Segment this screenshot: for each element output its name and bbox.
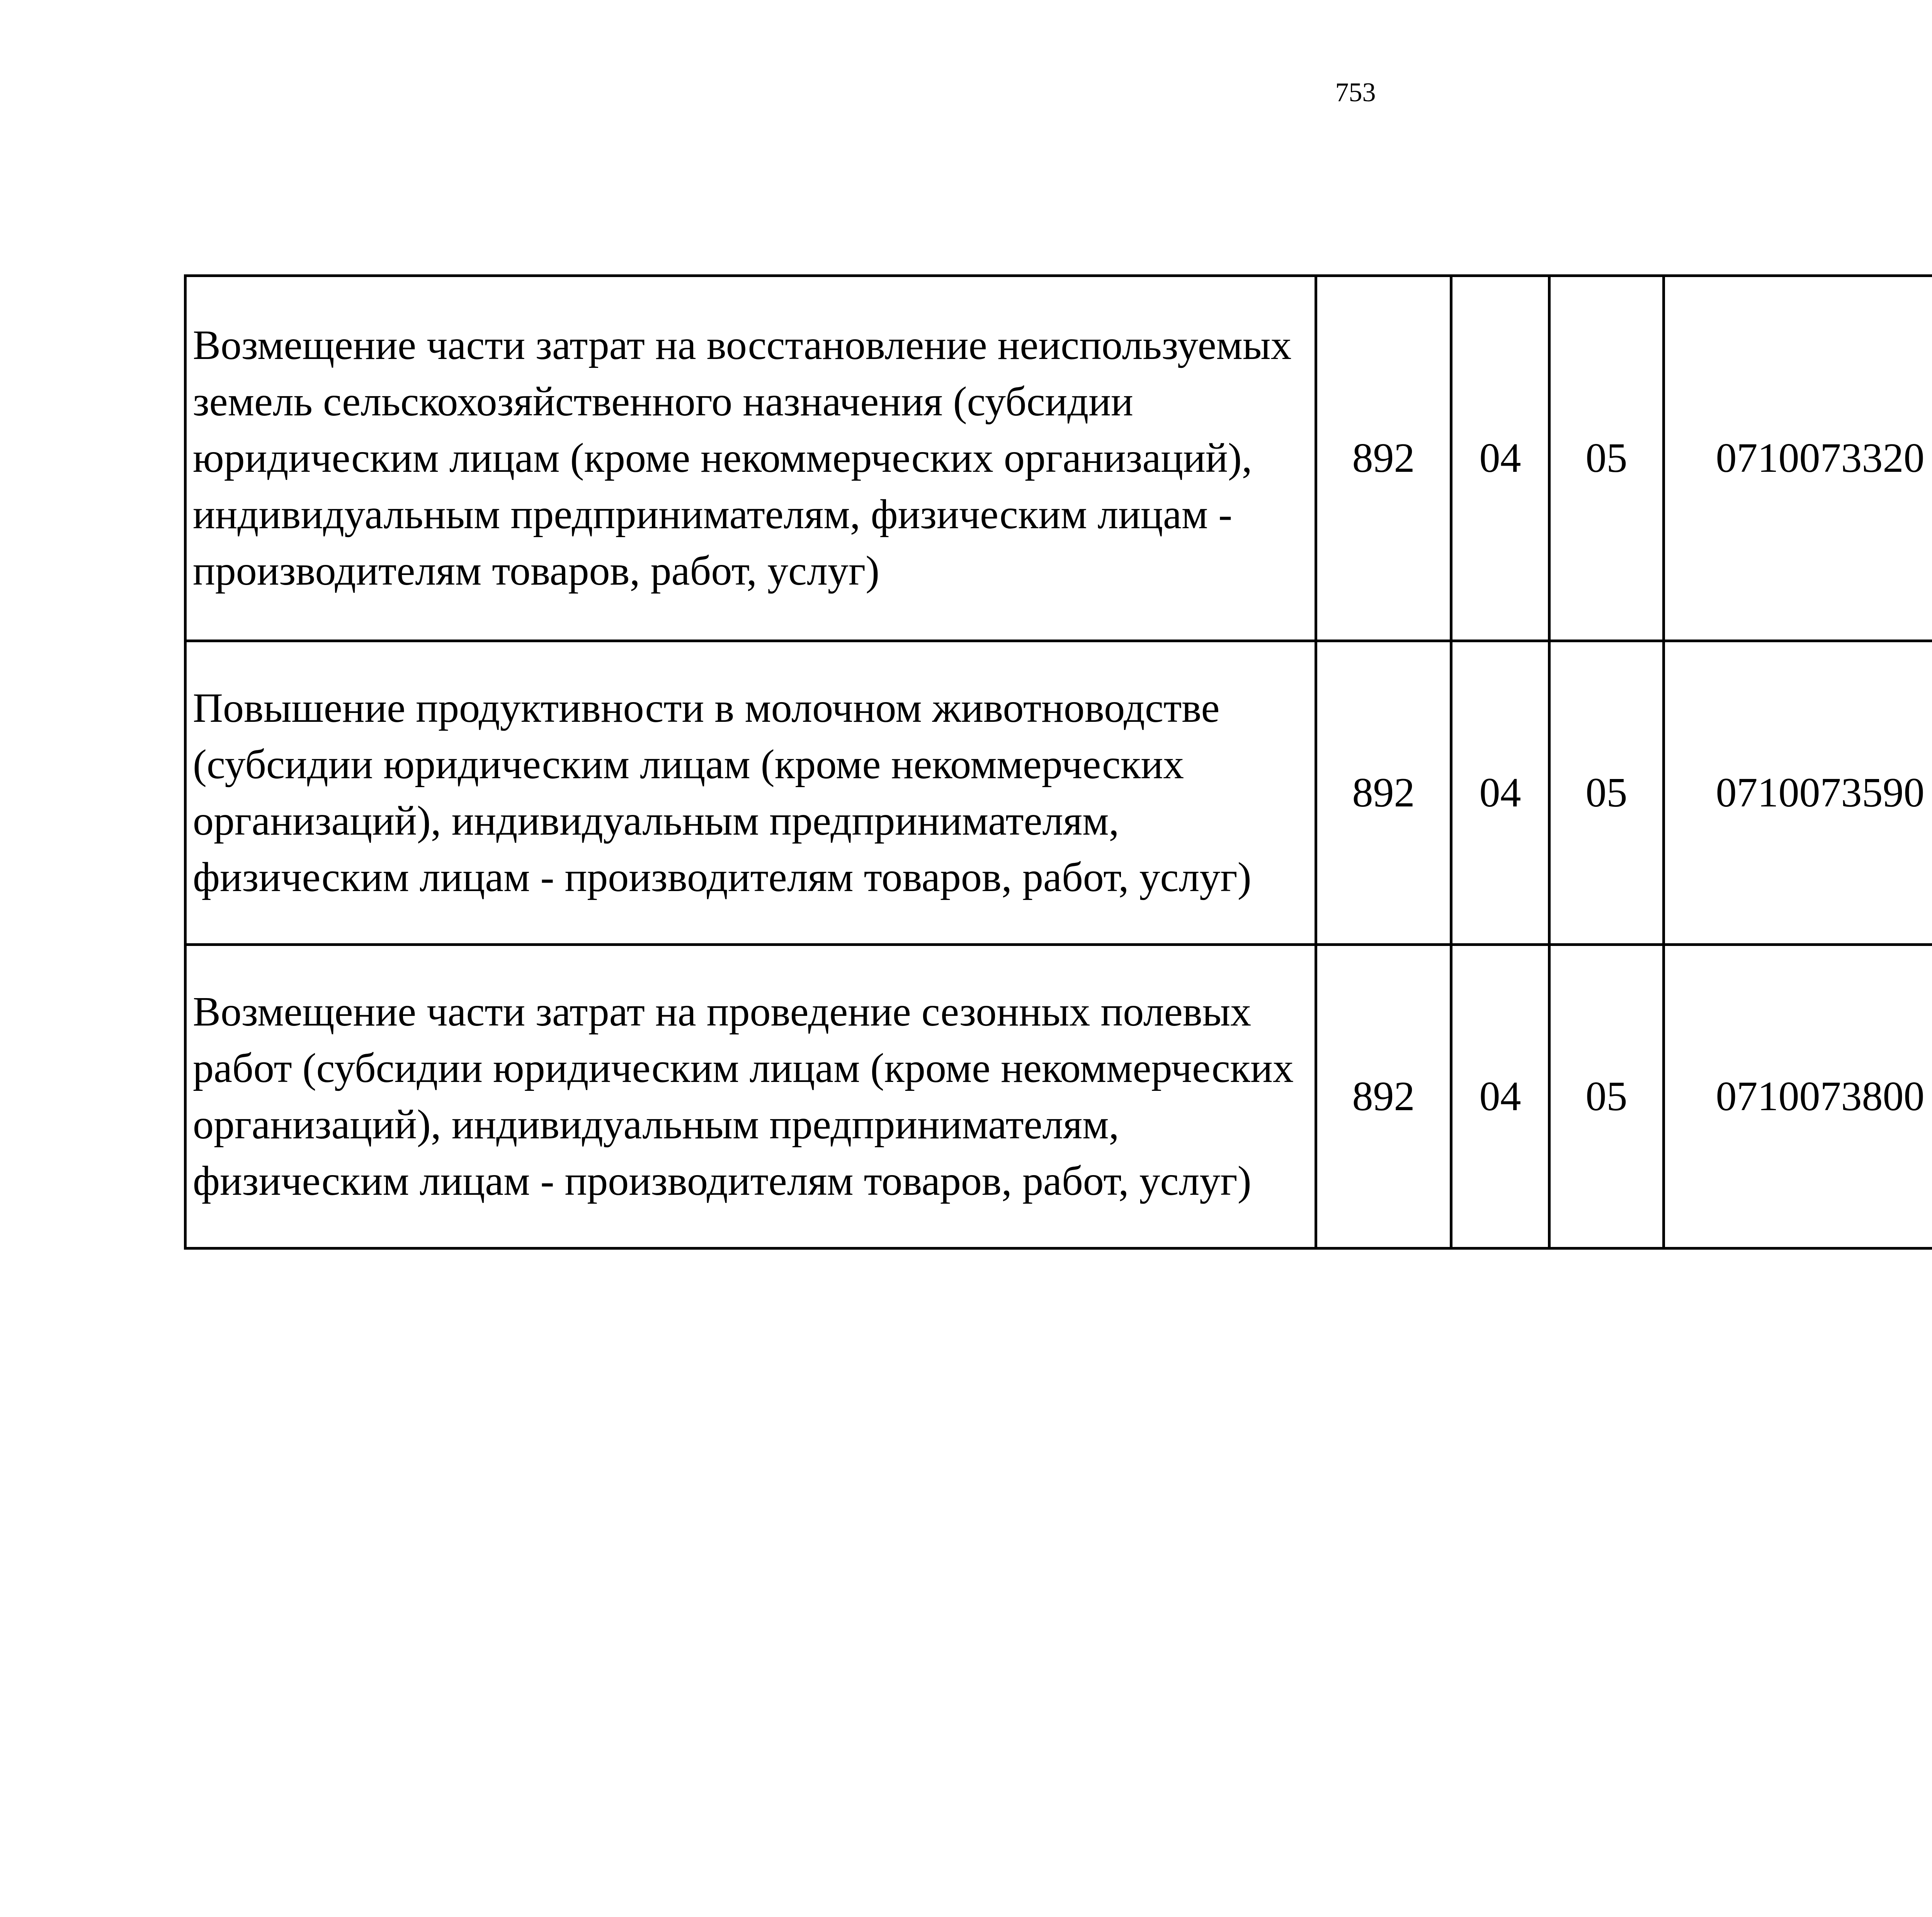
expense-description: Возмещение части затрат на восстановление неиспользуемых земель сельскохозяйственного назначения (субсидии юридическим лицам (кроме некоммерческих организаций), индивидуальным предпринимателям, физическим лицам - производителям товаров, работ, услуг) [185,276,1316,641]
table-row [185,641,1932,945]
subsection-code: 05 [1549,945,1664,1249]
table-row [185,276,1932,641]
section-code: 04 [1451,945,1549,1249]
section-code: 04 [1451,641,1549,945]
ministry-code: 892 [1316,945,1451,1249]
target-article-code: 0710073800 [1664,945,1932,1249]
subsection-code: 05 [1549,276,1664,641]
target-article-code: 0710073590 [1664,641,1932,945]
ministry-code: 892 [1316,641,1451,945]
ministry-code: 892 [1316,276,1451,641]
expense-description: Повышение продуктивности в молочном животноводстве (субсидии юридическим лицам (кроме некоммерческих организаций), индивидуальным предпринимателям, физическим лицам - производителям товаров, работ, услуг) [185,641,1316,945]
target-article-code: 0710073320 [1664,276,1932,641]
page-number: 753 [1335,78,1376,107]
expense-description: Возмещение части затрат на проведение сезонных полевых работ (субсидии юридическим лицам (кроме некоммерческих организаций), индивидуальным предпринимателям, физическим лицам - производителям товаров, работ, услуг) [185,945,1316,1249]
section-code: 04 [1451,276,1549,641]
budget-table [184,274,1932,1250]
table-row [185,945,1932,1249]
subsection-code: 05 [1549,641,1664,945]
